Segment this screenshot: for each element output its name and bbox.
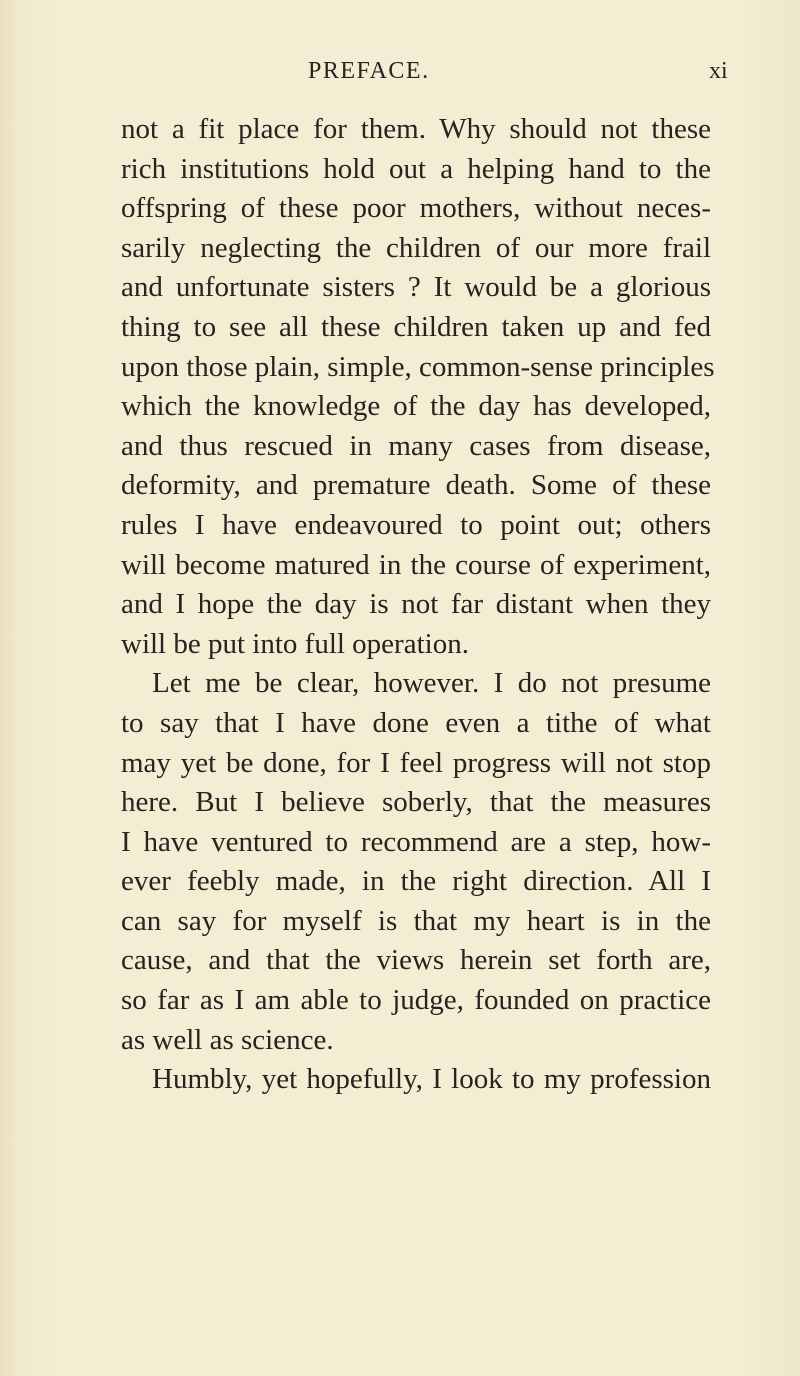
body-text (121, 110, 715, 1100)
text-line: not a fit place for them. Why should not these (121, 113, 711, 145)
text-line: deformity, and premature death. Some of these (121, 469, 711, 502)
text-line: offspring of these poor mothers, without neces- (121, 192, 711, 225)
text-line: thing to see all these children taken up and fed (121, 310, 711, 343)
text-line: will become matured in the course of experiment, (121, 548, 711, 581)
text-line: may yet be done, for I feel progress will not stop (121, 746, 711, 779)
text-line: to say that I have done even a tithe of what (121, 706, 711, 739)
text-line: here. But I believe soberly, that the measures (121, 786, 711, 819)
running-head (0, 52, 800, 92)
text-line: ever feebly made, in the right direction. All I (121, 865, 711, 898)
text-line: which the knowledge of the day has developed, (121, 390, 711, 423)
text-line: rich institutions hold out a helping hand to the (121, 152, 711, 185)
paragraph-end-line: as well as science. (121, 1023, 334, 1056)
paragraph-end-line: will be put into full operation. (121, 627, 469, 660)
text-line: upon those plain, simple, common-sense principles (121, 350, 715, 383)
text-line: sarily neglecting the children of our more frail (121, 231, 711, 264)
text-line: cause, and that the views herein set forth are, (121, 944, 711, 977)
text-line: and thus rescued in many cases from disease, (121, 429, 711, 462)
text-line: so far as I am able to judge, founded on practice (121, 984, 711, 1017)
text-line: and unfortunate sisters ? It would be a glorious (121, 271, 711, 304)
text-line: I have ventured to recommend are a step, how- (121, 825, 711, 858)
running-title: PREFACE. (308, 58, 430, 84)
text-line: rules I have endeavoured to point out; others (121, 508, 711, 541)
text-line: can say for myself is that my heart is in the (121, 904, 711, 937)
text-line: and I hope the day is not far distant when they (121, 588, 711, 621)
page-number: xi (709, 58, 728, 84)
paragraph-start-line: Humbly, yet hopefully, I look to my profession (152, 1063, 711, 1096)
paragraph-start-line: Let me be clear, however. I do not presume (152, 667, 711, 700)
